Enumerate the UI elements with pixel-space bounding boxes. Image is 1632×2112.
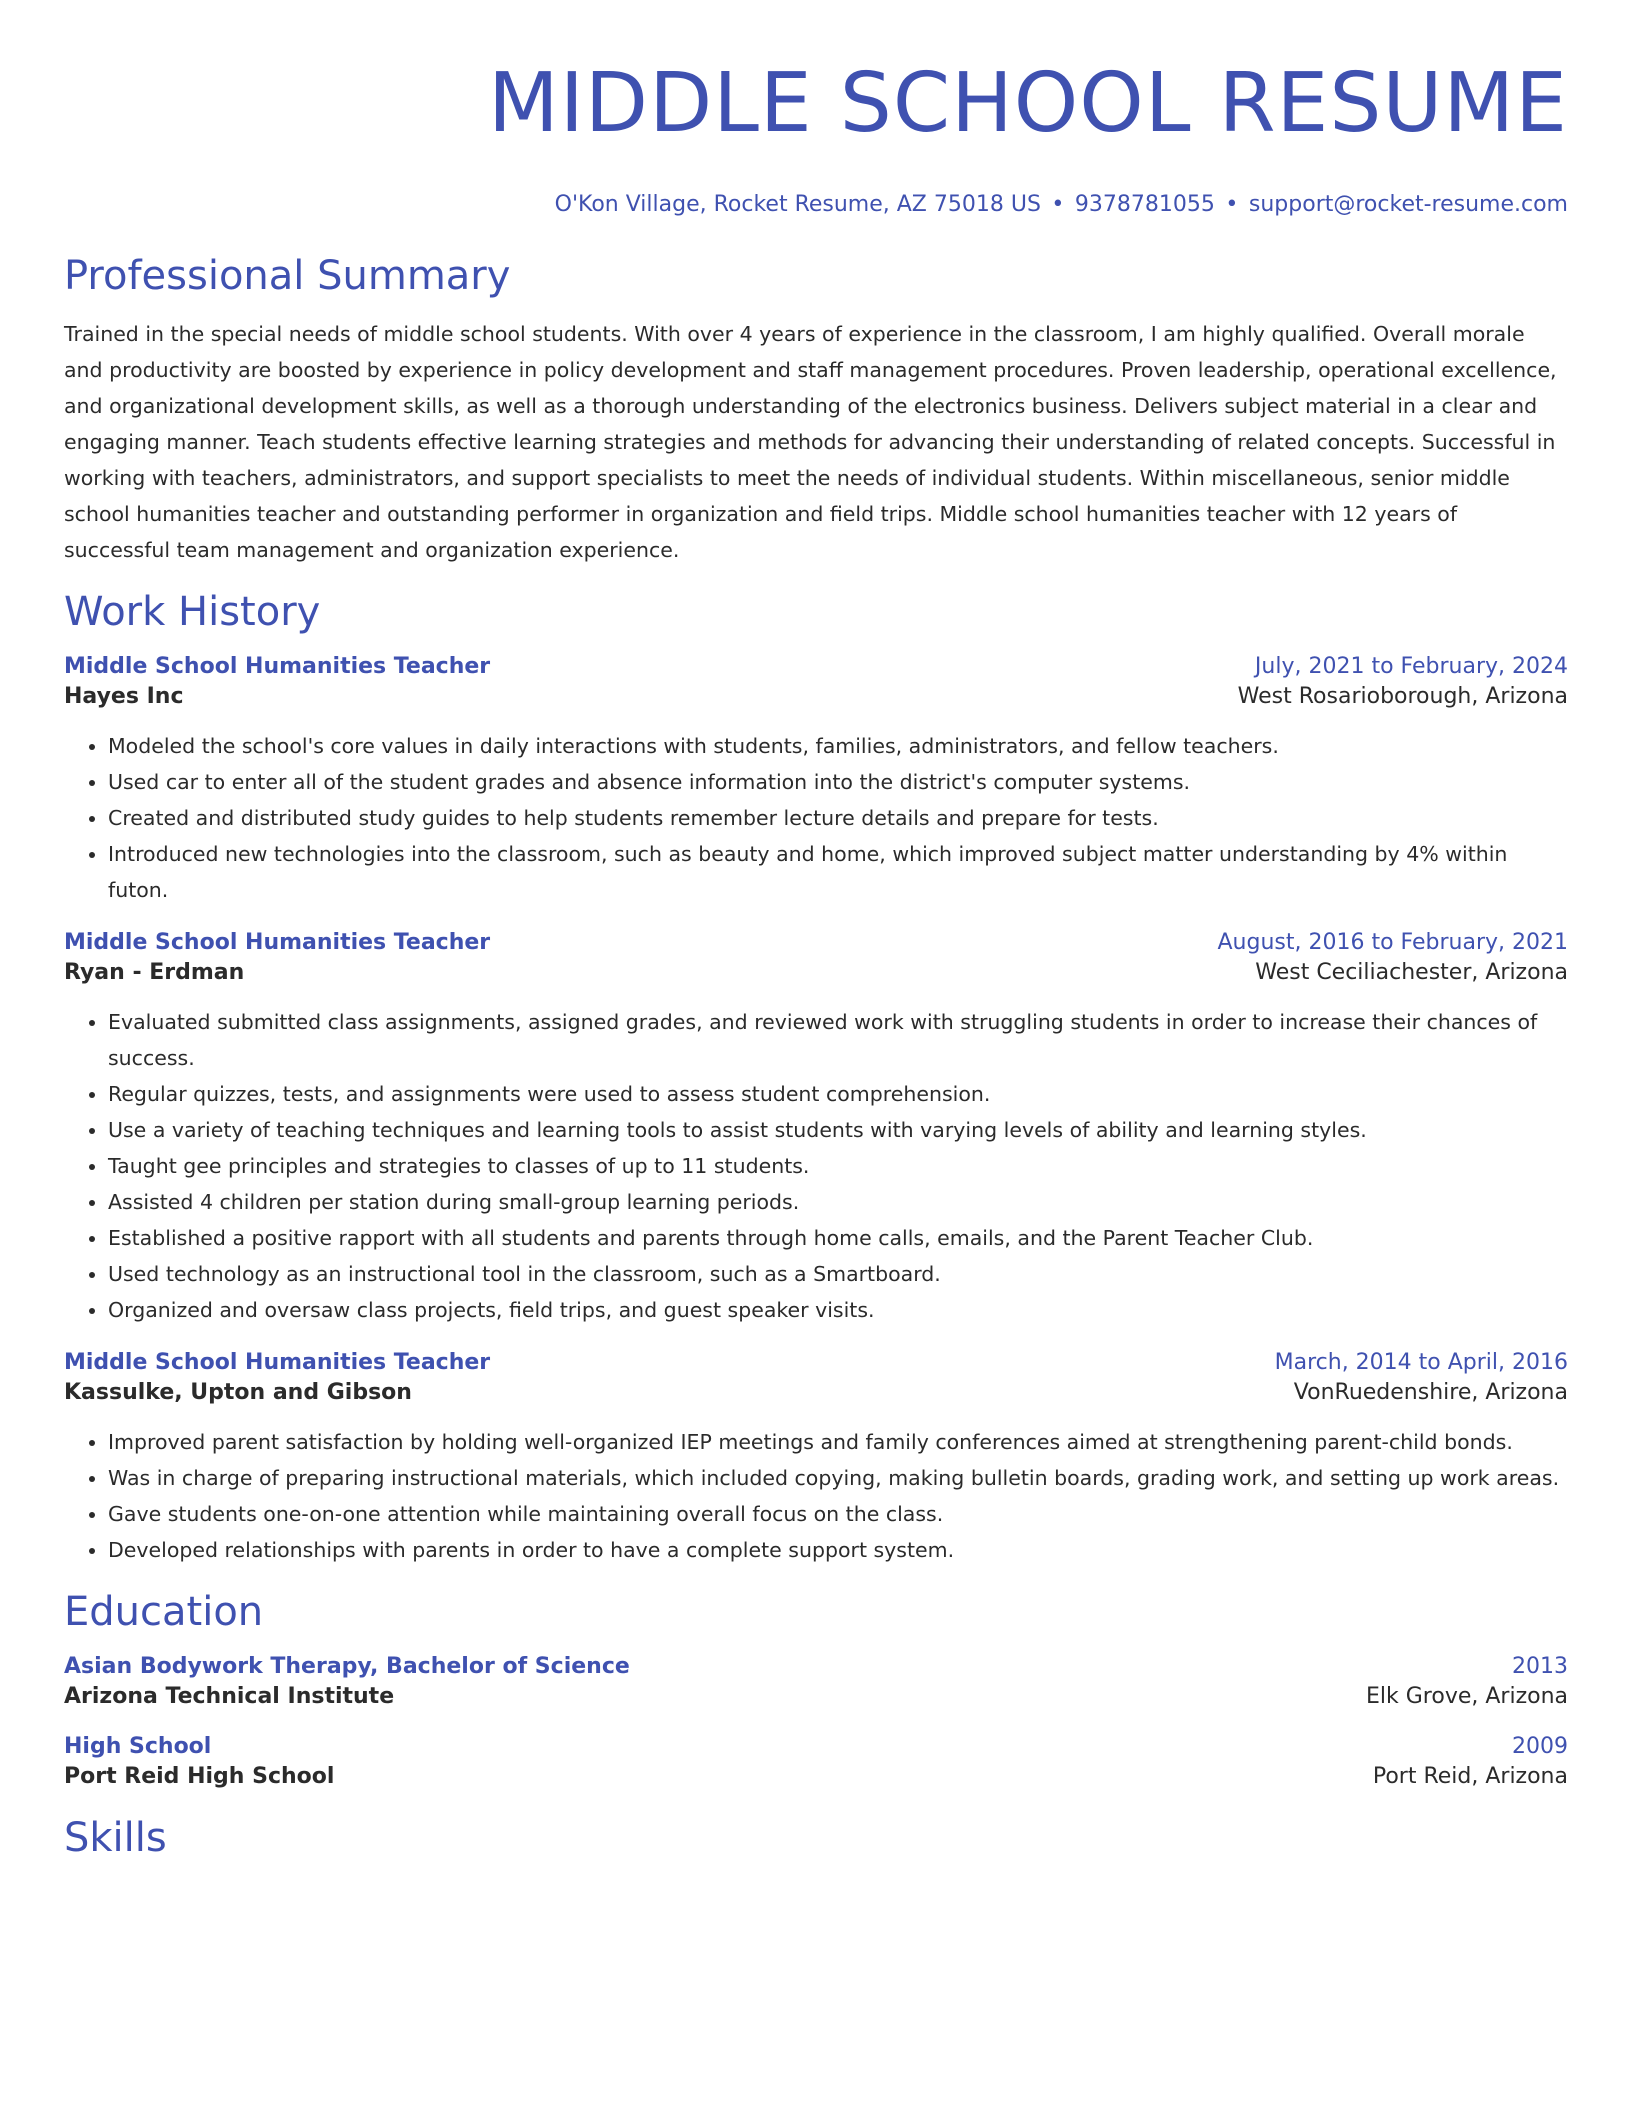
job-company: Ryan - Erdman [64,960,245,985]
job-bullets [64,1424,1568,1568]
list-item: • Used technology as an instructional tool in the classroom, such as a Smartboard. [108,1256,1568,1292]
job-title-row [64,652,1568,682]
contact-phone: 9378781055 [1074,192,1215,217]
resume-header [64,0,1568,220]
job-entry [64,652,1568,908]
job-role: Middle School Humanities Teacher [64,1350,491,1375]
list-item: • Regular quizzes, tests, and assignments were used to assess student comprehension. [108,1076,1568,1112]
summary-text: Trained in the special needs of middle school students. With over 4 years of experience in the classroom, I am highly qualified. Overall morale and productivity are boosted by experience in policy development and staff management procedures. Proven leadership, operational excellence, and organizational development skills, as well as a thorough understanding of the electronics business. Delivers subject material in a clear and engaging manner. Teach students effective learning strategies and methods for advancing their understanding of related concepts. Successful in working with teachers, administrators, and support specialists to meet the needs of individual students. Within miscellaneous, senior middle school humanities teacher and outstanding performer in organization and field trips. Middle school humanities teacher with 12 years of successful team management and organization experience. [64,322,1557,562]
list-item: • Was in charge of preparing instructional materials, which included copying, making bulletin boards, grading work, and setting up work areas. [108,1460,1568,1496]
job-location: West Rosarioborough, Arizona [1237,684,1568,709]
skills-heading: Skills [64,1815,167,1861]
list-item: • Used car to enter all of the student grades and absence information into the district's computer systems. [108,764,1568,800]
job-dates: March, 2014 to April, 2016 [1274,1350,1568,1375]
education-school: Port Reid High School [64,1764,335,1789]
contact-separator: • [1051,192,1065,217]
resume-page [64,0,1568,1864]
education-school-row [64,1682,1568,1712]
job-company: Hayes Inc [64,684,184,709]
resume-title: MIDDLE SCHOOL RESUME [488,56,1568,151]
job-location: West Ceciliachester, Arizona [1255,960,1568,985]
job-title-row [64,1348,1568,1378]
education-location: Elk Grove, Arizona [1366,1684,1568,1709]
list-item: • Improved parent satisfaction by holding well-organized IEP meetings and family conferences aimed at strengthening parent-child bonds. [108,1424,1568,1460]
list-item: • Introduced new technologies into the classroom, such as beauty and home, which improved subject matter understanding by 4% within futon. [108,836,1568,908]
job-bullets [64,728,1568,908]
job-role: Middle School Humanities Teacher [64,654,491,679]
contact-separator: • [1225,192,1239,217]
education-degree: Asian Bodywork Therapy, Bachelor of Science [64,1654,630,1679]
education-year: 2009 [1512,1734,1568,1759]
list-item: • Created and distributed study guides to help students remember lecture details and prepare for tests. [108,800,1568,836]
list-item: • Evaluated submitted class assignments, assigned grades, and reviewed work with struggling students in order to increase their chances of success. [108,1004,1568,1076]
job-dates: August, 2016 to February, 2021 [1217,930,1568,955]
education-degree: High School [64,1734,212,1759]
education-heading: Education [64,1589,264,1635]
job-location: VonRuedenshire, Arizona [1293,1380,1568,1405]
summary-heading: Professional Summary [64,253,511,299]
education-entry [64,1732,1568,1792]
job-company-row [64,1378,1568,1408]
list-item: • Gave students one-on-one attention while maintaining overall focus on the class. [108,1496,1568,1532]
job-company-row [64,958,1568,988]
contact-email: support@rocket-resume.com [1248,192,1568,217]
contact-address: O'Kon Village, Rocket Resume, AZ 75018 US [554,192,1041,217]
list-item: • Assisted 4 children per station during small-group learning periods. [108,1184,1568,1220]
list-item: • Taught gee principles and strategies to classes of up to 11 students. [108,1148,1568,1184]
education-location: Port Reid, Arizona [1372,1764,1568,1789]
list-item: • Use a variety of teaching techniques and learning tools to assist students with varying levels of ability and learning styles. [108,1112,1568,1148]
job-company: Kassulke, Upton and Gibson [64,1380,412,1405]
job-entry [64,928,1568,1328]
contact-line [64,190,1568,220]
education-school-row [64,1762,1568,1792]
list-item: • Organized and oversaw class projects, field trips, and guest speaker visits. [108,1292,1568,1328]
job-company-row [64,682,1568,712]
list-item: • Modeled the school's core values in daily interactions with students, families, administrators, and fellow teachers. [108,728,1568,764]
list-item: • Established a positive rapport with all students and parents through home calls, emails, and the Parent Teacher Club. [108,1220,1568,1256]
education-degree-row [64,1732,1568,1762]
work-history-heading: Work History [64,589,321,635]
education-school: Arizona Technical Institute [64,1684,395,1709]
education-entry [64,1652,1568,1712]
job-role: Middle School Humanities Teacher [64,930,491,955]
education-degree-row [64,1652,1568,1682]
job-title-row [64,928,1568,958]
job-entry [64,1348,1568,1568]
job-bullets [64,1004,1568,1328]
education-year: 2013 [1512,1654,1568,1679]
job-dates: July, 2021 to February, 2024 [1254,654,1568,679]
list-item: • Developed relationships with parents in order to have a complete support system. [108,1532,1568,1568]
